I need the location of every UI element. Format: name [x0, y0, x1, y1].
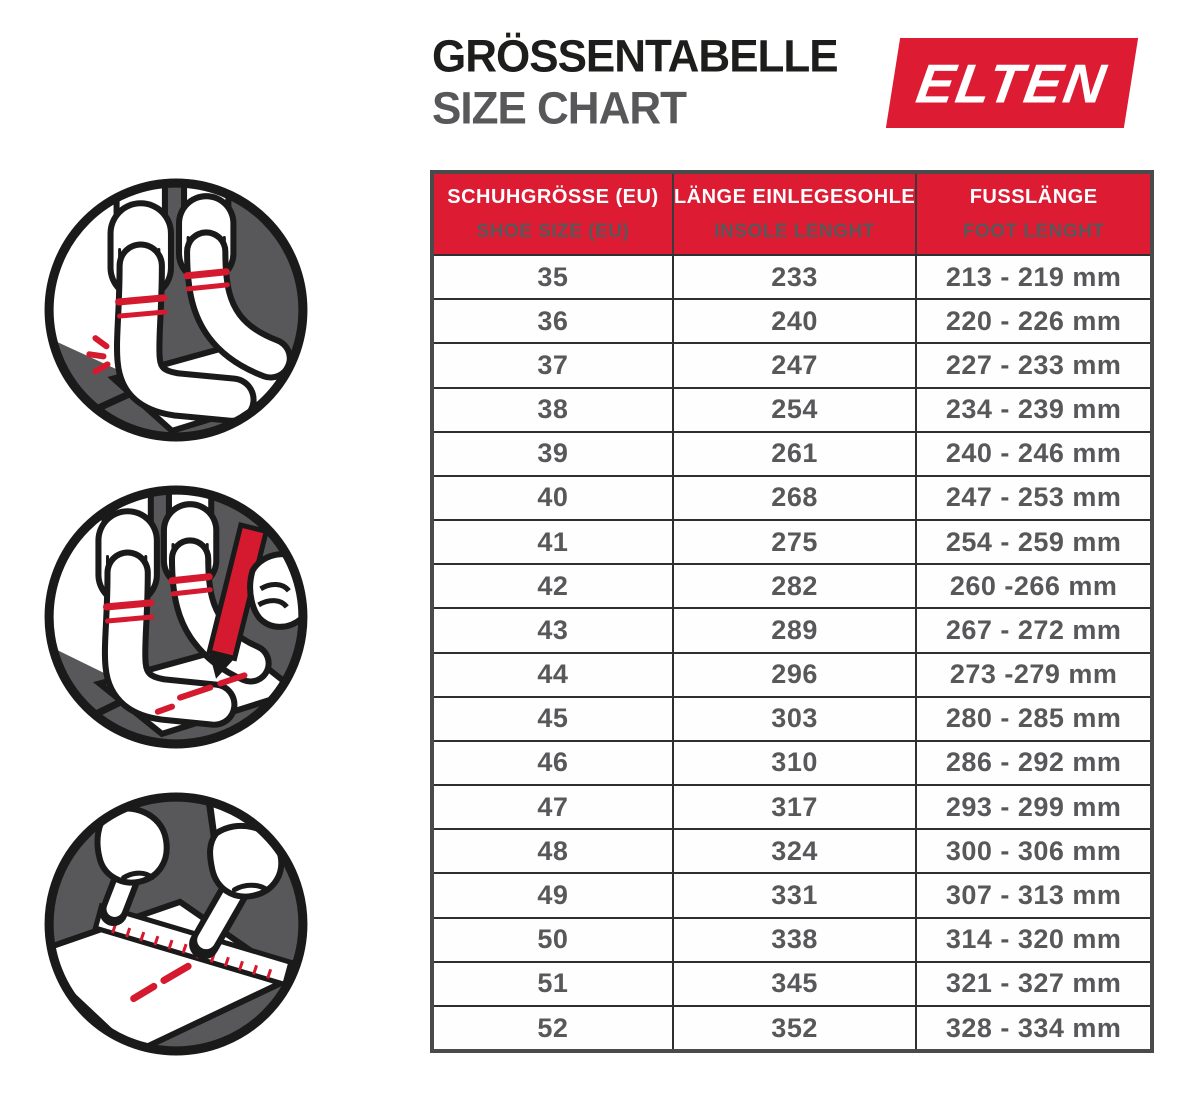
mark-foot-outline-with-pen-icon	[37, 478, 315, 756]
insole-length-cell: 303	[674, 698, 917, 740]
size-table	[430, 170, 1154, 1053]
foot-length-cell: 314 - 320 mm	[945, 924, 1122, 955]
table-row	[434, 917, 1150, 961]
table-row	[434, 387, 1150, 431]
insole-length-cell: 289	[674, 609, 917, 651]
foot-length-cell: 227 - 233 mm	[945, 349, 1122, 380]
foot-length-cell: 328 - 334 mm	[945, 1012, 1122, 1043]
foot-length-cell: 280 - 285 mm	[945, 703, 1122, 734]
table-row	[434, 961, 1150, 1005]
foot-length-cell: 273 -279 mm	[949, 659, 1118, 690]
table-row	[434, 607, 1150, 651]
shoe-size-cell: 49	[434, 874, 674, 916]
insole-length-cell: 268	[674, 477, 917, 519]
insole-length-cell: 261	[674, 433, 917, 475]
header-foot-length-de: FUSSLÄNGE	[969, 185, 1098, 208]
measure-length-with-ruler-icon	[37, 785, 315, 1063]
size-table-body	[434, 254, 1150, 1049]
shoe-size-cell: 35	[434, 256, 674, 298]
shoe-size-cell: 47	[434, 786, 674, 828]
foot-length-cell: 293 - 299 mm	[945, 791, 1122, 822]
shoe-size-cell: 41	[434, 521, 674, 563]
table-row	[434, 1005, 1150, 1049]
insole-length-cell: 317	[674, 786, 917, 828]
foot-length-cell: 286 - 292 mm	[945, 747, 1122, 778]
shoe-size-cell: 38	[434, 389, 674, 431]
insole-length-cell: 240	[674, 300, 917, 342]
foot-length-cell: 240 - 246 mm	[945, 438, 1122, 469]
insole-length-cell: 331	[674, 874, 917, 916]
insole-length-cell: 275	[674, 521, 917, 563]
insole-length-cell: 247	[674, 344, 917, 386]
stand-heel-against-wall-icon	[37, 171, 315, 449]
shoe-size-cell: 44	[434, 654, 674, 696]
shoe-size-cell: 45	[434, 698, 674, 740]
size-table-header	[434, 174, 1150, 254]
insole-length-cell: 296	[674, 654, 917, 696]
header-insole-length	[674, 174, 917, 254]
header-insole-length-en: INSOLE LENGHT	[714, 220, 875, 242]
header-shoe-size-en: SHOE SIZE (EU)	[476, 220, 630, 242]
insole-length-cell: 282	[674, 565, 917, 607]
elten-logo	[886, 38, 1138, 128]
table-row	[434, 298, 1150, 342]
table-row	[434, 784, 1150, 828]
table-row	[434, 254, 1150, 298]
page-title	[432, 30, 838, 134]
header-shoe-size-de: SCHUHGRÖSSE (EU)	[447, 185, 659, 208]
table-row	[434, 475, 1150, 519]
table-row	[434, 872, 1150, 916]
foot-length-cell: 300 - 306 mm	[945, 835, 1122, 866]
table-row	[434, 342, 1150, 386]
foot-length-cell: 220 - 226 mm	[945, 305, 1122, 336]
insole-length-cell: 345	[674, 963, 917, 1005]
shoe-size-cell: 46	[434, 742, 674, 784]
foot-length-cell: 213 - 219 mm	[945, 261, 1122, 292]
insole-length-cell: 254	[674, 389, 917, 431]
page-title-english: SIZE CHART	[432, 83, 686, 134]
elten-logo-text: ELTEN	[912, 52, 1112, 114]
insole-length-cell: 324	[674, 830, 917, 872]
foot-length-cell: 307 - 313 mm	[945, 879, 1122, 910]
insole-length-cell: 310	[674, 742, 917, 784]
insole-length-cell: 352	[674, 1007, 917, 1049]
foot-length-cell: 234 - 239 mm	[945, 394, 1122, 425]
foot-length-cell: 260 -266 mm	[949, 570, 1118, 601]
foot-length-cell: 254 - 259 mm	[945, 526, 1122, 557]
insole-length-cell: 233	[674, 256, 917, 298]
header-insole-length-de: LÄNGE EINLEGESOHLE	[673, 185, 916, 208]
shoe-size-cell: 52	[434, 1007, 674, 1049]
shoe-size-cell: 37	[434, 344, 674, 386]
table-row	[434, 519, 1150, 563]
shoe-size-cell: 36	[434, 300, 674, 342]
shoe-size-cell: 42	[434, 565, 674, 607]
table-row	[434, 740, 1150, 784]
foot-length-cell: 321 - 327 mm	[945, 968, 1122, 999]
table-row	[434, 696, 1150, 740]
header-shoe-size	[434, 174, 674, 254]
shoe-size-cell: 40	[434, 477, 674, 519]
header-foot-length-en: FOOT LENGHT	[962, 220, 1105, 242]
foot-length-cell: 267 - 272 mm	[945, 614, 1122, 645]
header-foot-length	[917, 174, 1150, 254]
table-row	[434, 828, 1150, 872]
insole-length-cell: 338	[674, 919, 917, 961]
shoe-size-cell: 48	[434, 830, 674, 872]
page-title-german: GRÖSSENTABELLE	[432, 31, 838, 82]
shoe-size-cell: 43	[434, 609, 674, 651]
table-row	[434, 563, 1150, 607]
foot-length-cell: 247 - 253 mm	[945, 482, 1122, 513]
shoe-size-cell: 51	[434, 963, 674, 1005]
shoe-size-cell: 39	[434, 433, 674, 475]
shoe-size-cell: 50	[434, 919, 674, 961]
table-row	[434, 652, 1150, 696]
table-row	[434, 431, 1150, 475]
